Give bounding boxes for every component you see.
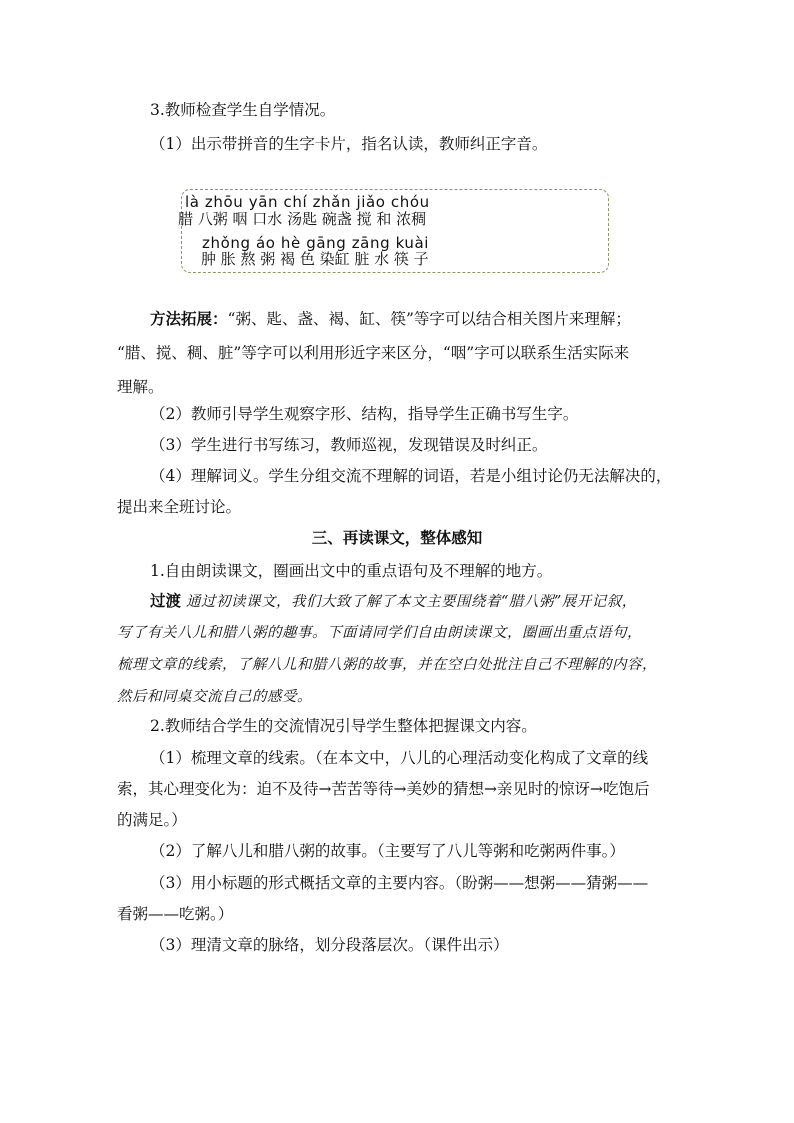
reread-2-1a: （1）梳理文章的线索。（在本文中，八儿的心理活动变化构成了文章的线 (150, 749, 649, 767)
transition-text4: 然后和同桌交流自己的感受。 (117, 689, 312, 705)
heading-section3: 三、再读课文，整体感知 (311, 528, 483, 547)
transition-text3: 梳理文章的线索，了解八儿和腊八粥的故事，并在空白处批注自己不理解的内容， (117, 657, 657, 673)
transition-line1 (150, 590, 637, 613)
card-row1-pinyin: là zhōu yān chí zhǎn jiǎo chóu (185, 193, 430, 211)
section-step3: 3.教师检查学生自学情况。 (150, 101, 336, 119)
card-row2-pinyin: zhǒng áo hè gāng zāng kuài (202, 234, 430, 252)
reread-2-3b: 看粥——吃粥。） (117, 905, 234, 923)
transition-text2: 写了有关八儿和腊八粥的趣事。下面请同学们自由朗读课文，圈画出重点语句， (117, 625, 642, 641)
method-text3: 理解。 (117, 378, 164, 396)
reread-2-2: （2）了解八儿和腊八粥的故事。（主要写了八儿等粥和吃粥两件事。） (150, 842, 625, 860)
method-para-line1 (150, 308, 631, 330)
method-text2: “腊、搅、稠、脏”等字可以利用形近字来区分，“咽”字可以联系生活实际来 (117, 344, 630, 362)
method-text1: “粥、匙、盏、褐、缸、筷”等字可以结合相关图片来理解； (227, 310, 631, 328)
step3-4b: 提出来全班讨论。 (117, 498, 242, 516)
transition-text1: 通过初读课文，我们大致了解了本文主要围绕着“腊八粥”展开记叙， (185, 594, 637, 610)
step3-1: （1）出示带拼音的生字卡片，指名认读，教师纠正字音。 (150, 135, 548, 153)
step3-2: （2）教师引导学生观察字形、结构，指导学生正确书写生字。 (150, 405, 579, 423)
step3-4a: （4）理解词义。学生分组交流不理解的词语，若是小组讨论仍无法解决的， (150, 467, 672, 485)
reread-2-4: （3）理清文章的脉络，划分段落层次。（课件出示） (150, 936, 509, 954)
step3-3: （3）学生进行书写练习，教师巡视，发现错误及时纠正。 (150, 436, 548, 454)
card-row2-chars: 肿 胀 熬 粥 褐 色 染缸 脏 水 筷 子 (201, 250, 429, 268)
reread-2-1c: 的满足。） (117, 811, 187, 829)
vocab-card (178, 189, 609, 273)
reread-step1: 1.自由朗读课文，圈画出文中的重点语句及不理解的地方。 (150, 562, 553, 580)
card-row1-chars: 腊 八粥 咽 口水 汤匙 碗盏 搅 和 浓稠 (178, 210, 427, 228)
reread-2-1b: 索，其心理变化为：迫不及待→苦苦等待→美妙的猜想→亲见时的惊讶→吃饱后 (117, 780, 650, 798)
reread-2-3a: （3）用小标题的形式概括文章的主要内容。（盼粥——想粥——猜粥—— (150, 874, 649, 892)
method-label: 方法拓展： (150, 309, 228, 328)
transition-label: 过渡 (150, 591, 182, 610)
reread-step2: 2.教师结合学生的交流情况引导学生整体把握课文内容。 (150, 717, 537, 735)
